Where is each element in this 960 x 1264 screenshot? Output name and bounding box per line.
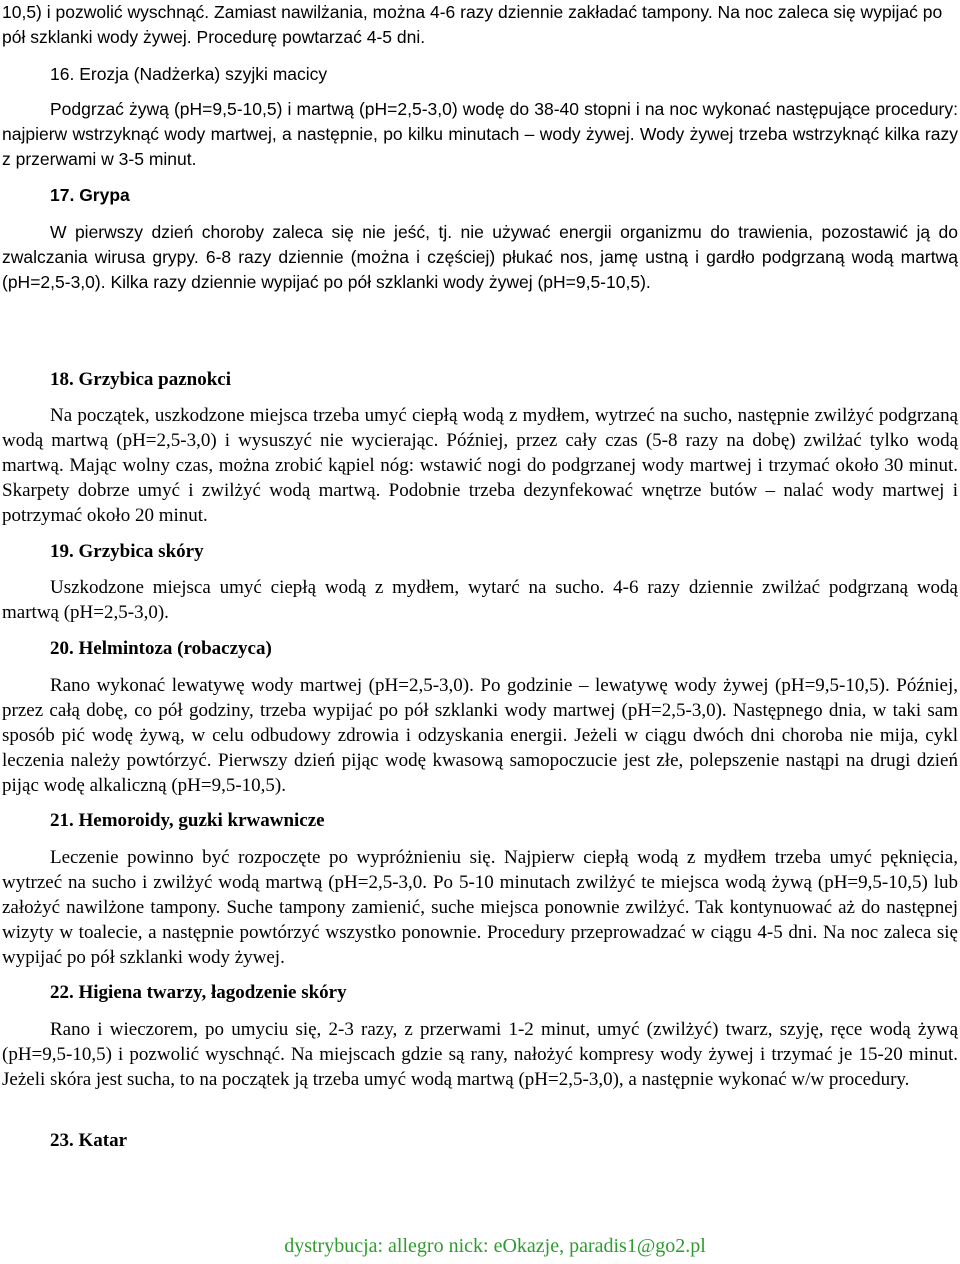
section-19-heading: 19. Grzybica skóry: [50, 541, 204, 562]
section-16-paragraph: Podgrzać żywą (pH=9,5-10,5) i martwą (pH=2,5-3,0) wodę do 38-40 stopni i na noc wykonać następujące procedury: najpierw wstrzyknąć wody martwej, a następnie, po kilku minutach – wody żywej. Wody żywej trzeba wstrzyknąć kilka razy z przerwami w 3-5 minut.: [2, 99, 958, 169]
section-16-heading: 16. Erozja (Nadżerka) szyjki macicy: [50, 64, 328, 84]
section-18-heading: 18. Grzybica paznokci: [50, 369, 232, 390]
section-20-paragraph: Rano wykonać lewatywę wody martwej (pH=2,5-3,0). Po godzinie – lewatywę wody żywej (pH=9,5-10,5). Później, przez całą dobę, co pół godziny, trzeba wypijać po pół szklanki wody martwej (pH=2,5-3,0). Następnego dnia, w taki sam sposób pić wodę żywą, w celu odbudowy zdrowia i odzyskania energii. Jeżeli w ciągu dwóch dni choroba nie mija, cykl leczenia należy powtórzyć. Pierwszy dzień pijąc wodę kwasową samopoczucie jest złe, polepszenie nastąpi na drugi dzień pijąc wodę alkaliczną (pH=9,5-10,5).: [2, 675, 958, 796]
section-17-paragraph: W pierwszy dzień choroby zaleca się nie jeść, tj. nie używać energii organizmu do trawienia, pozostawić ją do zwalczania wirusa grypy. 6-8 razy dziennie (można i częściej) płukać nos, jamę ustną i gardło podgrzaną wodą martwą (pH=2,5-3,0). Kilka razy dziennie wypijać po pół szklanki wody żywej (pH=9,5-10,5).: [2, 222, 958, 292]
section-20-heading: 20. Helmintoza (robaczyca): [50, 638, 272, 659]
section-15-tail-paragraph: 10,5) i pozwolić wyschnąć. Zamiast nawilżania, można 4-6 razy dziennie zakładać tampony. Na noc zaleca się wypijać po pół szklanki wody żywej. Procedurę powtarzać 4-5 dni.: [2, 2, 943, 47]
section-21-heading: 21. Hemoroidy, guzki krwawnicze: [50, 810, 325, 831]
section-23-heading: 23. Katar: [50, 1130, 128, 1151]
section-21-paragraph: Leczenie powinno być rozpoczęte po wypróżnieniu się. Najpierw ciepłą wodą z mydłem trzeba umyć pęknięcia, wytrzeć na sucho i zwilżyć wodą martwą (pH=2,5-3,0. Po 5-10 minutach zwilżyć te miejsca wodą żywą (pH=9,5-10,5) lub założyć nawilżone tampony. Suche tampony zamienić, suche miejsca ponownie zwilżyć. Tak kontynuować aż do następnej wizyty w toalecie, a następnie powtórzyć wszystko ponownie. Procedury przeprowadzać w ciągu 4-5 dni. Na noc zaleca się wypijać po pół szklanki wody żywej.: [2, 847, 958, 968]
footer-text: dystrybucja: allegro nick: eOkazje, paradis1@go2.pl: [284, 1235, 706, 1257]
section-17-heading: 17. Grypa: [50, 185, 130, 205]
section-22-paragraph: Rano i wieczorem, po umyciu się, 2-3 razy, z przerwami 1-2 minut, umyć (zwilżyć) twarz, szyję, ręce wodą żywą (pH=9,5-10,5) i pozwolić wyschnąć. Na miejscach gdzie są rany, nałożyć kompresy wody żywej i trzymać je 15-20 minut. Jeżeli skóra jest sucha, to na początek ją trzeba umyć wodą martwą (pH=2,5-3,0), a następnie wykonać w/w procedury.: [2, 1019, 958, 1090]
section-19-paragraph: Uszkodzone miejsca umyć ciepłą wodą z mydłem, wytarć na sucho. 4-6 razy dziennie zwilżać podgrzaną wodą martwą (pH=2,5-3,0).: [2, 577, 958, 623]
distribution-footer: [0, 1234, 960, 1259]
section-18-paragraph: Na początek, uszkodzone miejsca trzeba umyć ciepłą wodą z mydłem, wytrzeć na sucho, następnie zwilżyć podgrzaną wodą martwą (pH=2,5-3,0) i wysuszyć nie wycierając. Później, przez cały czas (5-8 razy na dobę) zwilżać tylko wodą martwą. Mając wolny czas, można zrobić kąpiel nóg: wstawić nogi do podgrzanej wody martwej i trzymać około 30 minut. Skarpety dobrze umyć i zwilżyć wodą martwą. Podobnie trzeba dezynfekować wnętrze butów – nalać wody martwej i potrzymać około 20 minut.: [2, 405, 958, 526]
section-22-heading: 22. Higiena twarzy, łagodzenie skóry: [50, 982, 347, 1003]
